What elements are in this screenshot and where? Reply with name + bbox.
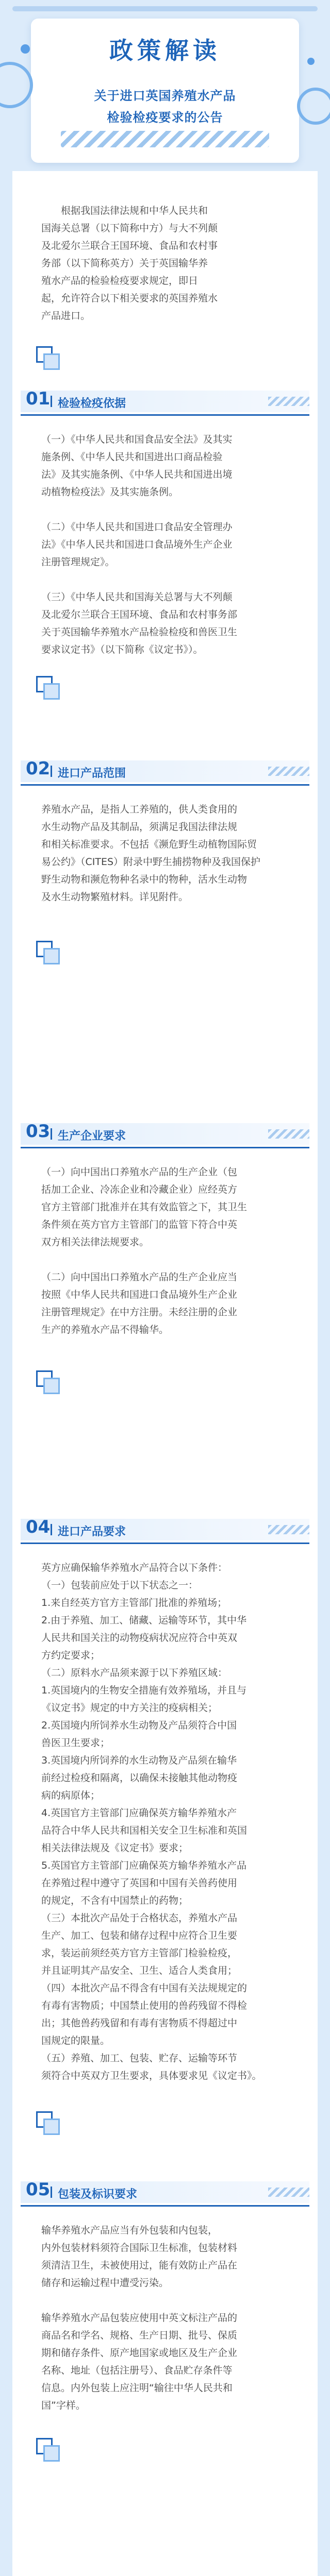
text-line: （三）《中华人民共和国海关总署与大不列颠: [41, 591, 233, 603]
text-line: 2.英国境内所饲养水生动物及产品须符合中国: [41, 1720, 237, 1731]
text-line: 产品进口。: [41, 310, 91, 321]
page-subtitle-line2: 检验检疫要求的公告: [107, 110, 223, 125]
text-line: 英方应确保输华养殖水产品符合以下条件：: [41, 1562, 228, 1573]
section-number: 05: [26, 2179, 51, 2200]
text-line: 相关法律法规及《议定书》要求；: [41, 1842, 189, 1854]
stripe-decoration: [268, 2188, 309, 2197]
text-line: 并且证明其产品安全、卫生、适合人类食用；: [41, 1965, 238, 1976]
section-number: 04: [26, 1517, 51, 1537]
text-line: 求，装运前须经英方官方主管部门检验检疫，: [41, 1947, 238, 1959]
text-line: 殖水产品的检验检疫要求规定，即日: [41, 275, 199, 286]
text-line: 4.英国官方主管部门应确保英方输华养殖水产: [41, 1807, 237, 1819]
section-number: 02: [26, 758, 51, 779]
square-decoration: [36, 2438, 67, 2469]
text-line: 储存和运输过程中遭受污染。: [41, 2277, 169, 2289]
square-decoration: [36, 941, 67, 972]
section-underline: [21, 1147, 309, 1148]
section-heading: [21, 2176, 309, 2207]
text-line: 条件须在英方官方主管部门的监管下符合中英: [41, 1219, 238, 1230]
text-line: 注册管理规定》。: [41, 556, 115, 568]
section-body: [41, 1163, 289, 1338]
text-line: 动植物检疫法》及其实施条例。: [41, 486, 179, 498]
text-line: [41, 2292, 289, 2309]
text-line: 前经过检疫和隔离，以确保未接触其他动物疫: [41, 1772, 238, 1784]
text-line: 3.英国境内所饲养的水生动物及产品须在输华: [41, 1755, 237, 1766]
text-line: （二）原料水产品须来源于以下养殖区域：: [41, 1667, 228, 1679]
text-line: 关于英国输华养殖水产品检验检疫和兽医卫生: [41, 626, 238, 638]
text-line: 国规定的限量。: [41, 2035, 110, 2046]
section-heading: [21, 1514, 309, 1545]
section-underline: [21, 2205, 309, 2207]
section-body: [41, 2222, 289, 2414]
text-line: 须清洁卫生，未被使用过，能有效防止产品在: [41, 2260, 238, 2271]
text-line: 法》《中华人民共和国进口食品境外生产企业: [41, 539, 233, 550]
text-line: [41, 1251, 289, 1268]
text-line: 及北爱尔兰联合王国环境、食品和农村事务部: [41, 609, 238, 620]
stripe-decoration: [268, 1129, 309, 1139]
text-line: 易公约》（CITES）附录中野生捕捞物种及我国保护: [41, 856, 261, 868]
stripe-decoration: [268, 1525, 309, 1534]
text-line: 期和储存条件、原产地国家或地区及生产企业: [41, 2347, 238, 2359]
section-underline: [21, 414, 309, 416]
text-line: 输华养殖水产品包装应使用中英文标注产品的: [41, 2312, 238, 2324]
text-line: 方约定要求；: [41, 1650, 101, 1661]
text-line: 养殖水产品，是指人工养殖的，供人类食用的: [41, 804, 238, 815]
text-line: 输华养殖水产品应当有外包装和内包装，: [41, 2225, 218, 2236]
text-line: 根据我国法律法规和中华人民共和: [61, 205, 208, 216]
text-line: 2.由于养殖、加工、储藏、运输等环节，其中华: [41, 1615, 247, 1626]
text-line: 野生动物和濒危物种名录中的物种，活水生动物: [41, 874, 248, 885]
page-subtitle-line1: 关于进口英国养殖水产品: [94, 89, 236, 103]
text-line: （二）《中华人民共和国进口食品安全管理办: [41, 521, 233, 533]
section-heading: [21, 385, 309, 416]
header-top-bar: [12, 6, 318, 11]
text-line: 的规定，不含有中国禁止的药物；: [41, 1895, 189, 1906]
text-line: 内外包装材料须符合国际卫生标准，包装材料: [41, 2242, 238, 2253]
text-line: 1.来自经英方官方主管部门批准的养殖场；: [41, 1597, 227, 1608]
section-title: 进口产品范围: [58, 767, 126, 780]
text-line: 出；其他兽药残留和有毒有害物质不得超过中: [41, 2018, 238, 2029]
section-separator: [51, 1128, 52, 1140]
text-line: 商品名和学名、规格、生产日期、批号、保质: [41, 2330, 238, 2341]
text-line: 《议定书》规定的中方关注的疫病相关；: [41, 1702, 218, 1714]
text-line: 病的病原体；: [41, 1790, 101, 1801]
text-line: 国海关总署（以下简称中方）与大不列颠: [41, 223, 218, 234]
text-line: 施条例、《中华人民共和国进出口商品检验: [41, 451, 223, 463]
text-line: 信息。内外包装上应注明“输往中华人民共和: [41, 2382, 233, 2394]
text-line: 兽医卫生要求；: [41, 1737, 110, 1749]
text-line: [41, 501, 289, 518]
section-title: 生产企业要求: [58, 1130, 126, 1143]
text-line: 注册管理规定》在中方注册。未经注册的企业: [41, 1307, 238, 1318]
stripe-decoration: [61, 131, 269, 147]
text-line: （一）《中华人民共和国食品安全法》及其实: [41, 434, 233, 445]
text-line: 须符合中英双方卫生要求，具体要求见《议定书》。: [41, 2070, 262, 2081]
stripe-decoration: [268, 397, 309, 406]
section-separator: [51, 1524, 52, 1535]
square-decoration: [36, 676, 67, 707]
section-heading: [21, 1118, 309, 1149]
text-line: 官方主管部门批准并在其有效监管之下，其卫生: [41, 1201, 248, 1213]
text-line: （五）养殖、加工、包装、贮存、运输等环节: [41, 2053, 238, 2064]
text-line: 在养殖过程中遵守了英国和中国有关兽药使用: [41, 1877, 238, 1889]
intro-paragraph: [41, 202, 289, 325]
text-line: 法》及其实施条例、《中华人民共和国进出境: [41, 469, 233, 480]
section-underline: [21, 1543, 309, 1544]
text-line: 和相关标准要求。不包括《濒危野生动植物国际贸: [41, 839, 257, 850]
section-number: 01: [26, 388, 51, 409]
section-body: [41, 431, 289, 658]
text-line: 按照《中华人民共和国进口食品境外生产企业: [41, 1289, 238, 1300]
text-line: 双方相关法律法规要求。: [41, 1236, 150, 1248]
text-line: 起，允许符合以下相关要求的英国养殖水: [41, 293, 218, 304]
text-line: 有毒有害物质；中国禁止使用的兽药残留不得检: [41, 2000, 248, 2011]
square-decoration: [36, 1370, 67, 1401]
text-line: [41, 571, 289, 588]
section-underline: [21, 784, 309, 786]
text-line: （一）向中国出口养殖水产品的生产企业（包: [41, 1166, 238, 1178]
section-title: 进口产品要求: [58, 1526, 126, 1538]
text-line: 及水生动物繁殖材料。详见附件。: [41, 891, 189, 903]
text-line: 括加工企业、冷冻企业和冷藏企业）应经英方: [41, 1184, 238, 1195]
text-line: （一）包装前应处于以下状态之一：: [41, 1580, 199, 1591]
stripe-decoration: [268, 767, 309, 776]
text-line: 人民共和国关注的动物疫病状况应符合中英双: [41, 1632, 238, 1643]
section-heading: [21, 755, 309, 786]
section-number: 03: [26, 1121, 51, 1142]
text-line: 水生动物产品及其制品，须满足我国法律法规: [41, 821, 238, 833]
text-line: 名称、地址（包括注册号）、食品贮存条件等: [41, 2365, 233, 2376]
text-line: 及北爱尔兰联合王国环境、食品和农村事: [41, 240, 218, 251]
square-decoration: [36, 2111, 67, 2142]
header-banner: [0, 0, 330, 171]
section-separator: [51, 2187, 52, 2198]
text-line: （四）本批次产品不得含有中国有关法规规定的: [41, 1982, 248, 1994]
text-line: 5.英国官方主管部门应确保英方输华养殖水产品: [41, 1860, 247, 1871]
section-separator: [51, 396, 52, 407]
square-decoration: [36, 346, 67, 377]
text-line: （二）向中国出口养殖水产品的生产企业应当: [41, 1272, 238, 1283]
text-line: 生产、加工、包装和储存过程中应符合卫生要: [41, 1930, 238, 1941]
text-line: 品符合中华人民共和国相关安全卫生标准和英国: [41, 1825, 248, 1836]
text-line: 1.英国境内的生物安全措施有效养殖场，并且与: [41, 1685, 247, 1696]
text-line: 务部（以下简称英方）关于英国输华养: [41, 258, 208, 269]
section-title: 包装及标识要求: [58, 2188, 138, 2201]
section-body: [41, 1559, 289, 2084]
text-line: （三）本批次产品处于合格状态，养殖水产品: [41, 1912, 238, 1924]
section-separator: [51, 766, 52, 777]
text-line: 生产的养殖水产品不得输华。: [41, 1324, 169, 1335]
text-line: 国”字样。: [41, 2400, 86, 2411]
page-title: 政策解读: [109, 37, 221, 64]
section-title: 检验检疫依据: [58, 397, 126, 410]
section-body: [41, 801, 289, 906]
text-line: 要求议定书》（以下简称《议定书》）。: [41, 644, 203, 655]
